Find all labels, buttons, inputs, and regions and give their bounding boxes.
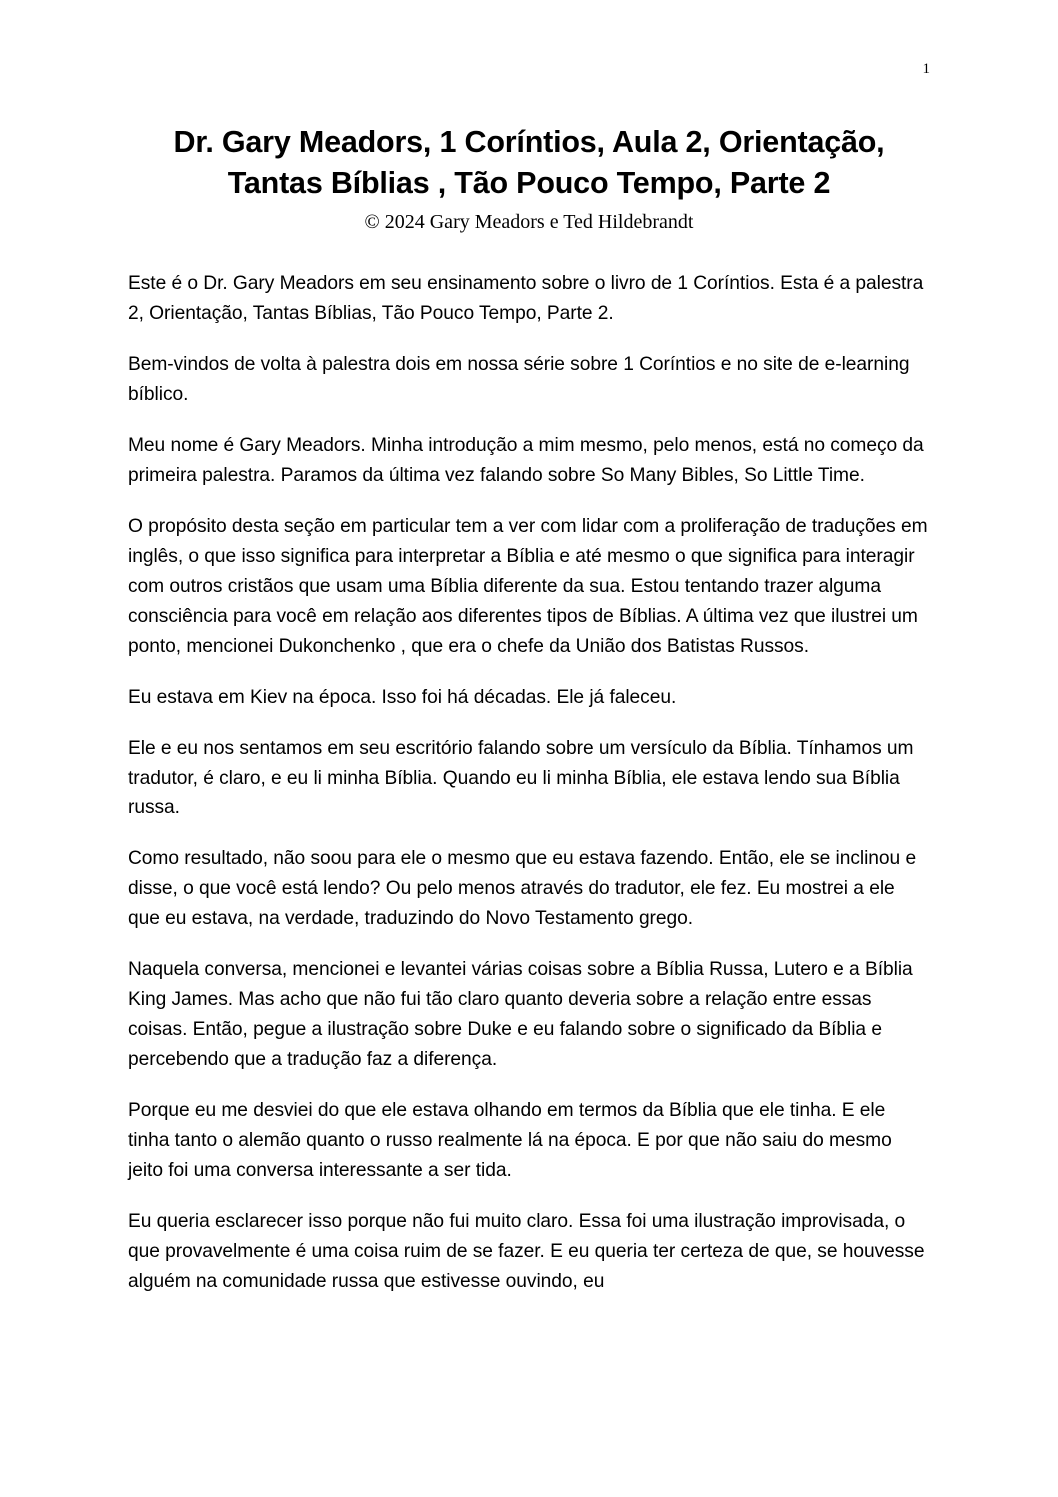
paragraph: Bem-vindos de volta à palestra dois em nossa série sobre 1 Coríntios e no site de e-learning bíblico. [128, 354, 910, 405]
copyright-line: © 2024 Gary Meadors e Ted Hildebrandt [364, 211, 694, 234]
page-number: 1 [922, 61, 930, 77]
paragraph: Este é o Dr. Gary Meadors em seu ensinamento sobre o livro de 1 Coríntios. Esta é a palestra 2, Orientação, Tantas Bíblias, Tão Pouco Tempo, Parte 2. [128, 273, 924, 325]
paragraph: Naquela conversa, mencionei e levantei várias coisas sobre a Bíblia Russa, Lutero e a Bíblia King James. Mas acho que não fui tão claro quanto deveria sobre a relação entre essas coisas. Então, pegue a ilustração sobre Duke e eu falando sobre o significado da Bíblia e percebendo que a tradução faz a diferença. [128, 959, 913, 1071]
document-body [128, 269, 930, 1297]
paragraph: Eu queria esclarecer isso porque não fui muito claro. Essa foi uma ilustração improvisada, o que provavelmente é uma coisa ruim de se fazer. E eu queria ter certeza de que, se houvesse alguém na comunidade russa que estivesse ouvindo, eu [128, 1210, 925, 1292]
paragraph: Como resultado, não soou para ele o mesmo que eu estava fazendo. Então, ele se inclinou e disse, o que você está lendo? Ou pelo menos através do tradutor, ele fez. Eu mostrei a ele que eu estava, na verdade, traduzindo do Novo Testamento grego. [128, 848, 917, 930]
paragraph: Ele e eu nos sentamos em seu escritório falando sobre um versículo da Bíblia. Tínhamos um tradutor, é claro, e eu li minha Bíblia. Quando eu li minha Bíblia, ele estava lendo sua Bíblia russa. [128, 737, 914, 819]
paragraph: O propósito desta seção em particular tem a ver com lidar com a proliferação de traduções em inglês, o que isso significa para interpretar a Bíblia e até mesmo o que significa para interagir com outros cristãos que usam uma Bíblia diferente da sua. Estou tentando trazer alguma consciência para você em relação aos diferentes tipos de Bíblias. A última vez que ilustrei um ponto, mencionei Dukonchenko , que era o chefe da União dos Batistas Russos. [128, 515, 928, 657]
paragraph: Porque eu me desviei do que ele estava olhando em termos da Bíblia que ele tinha. E ele tinha tanto o alemão quanto o russo realmente lá na época. E por que não saiu do mesmo jeito foi uma conversa interessante a ser tida. [128, 1100, 892, 1181]
paragraph: Eu estava em Kiev na época. Isso foi há décadas. Ele já faleceu. [128, 686, 677, 708]
page-title: Dr. Gary Meadors, 1 Coríntios, Aula 2, Orientação, Tantas Bíblias , Tão Pouco Tempo, Parte 2 [173, 125, 885, 200]
paragraph: Meu nome é Gary Meadors. Minha introdução a mim mesmo, pelo menos, está no começo da primeira palestra. Paramos da última vez falando sobre So Many Bibles, So Little Time. [128, 434, 924, 486]
